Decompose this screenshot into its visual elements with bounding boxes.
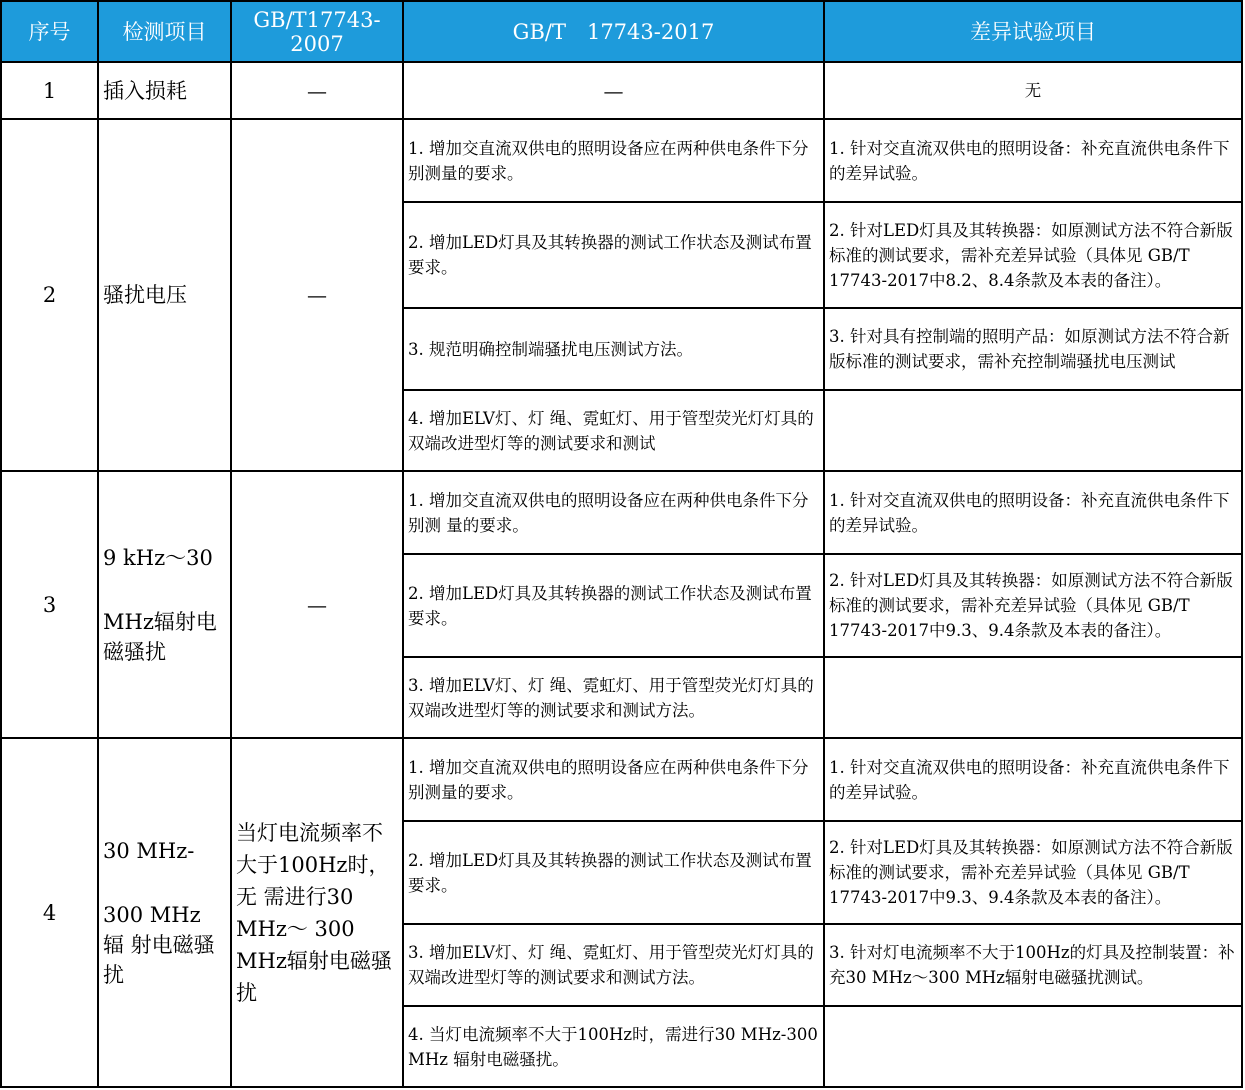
diff-item xyxy=(824,390,1242,471)
row-old-requirement: — xyxy=(231,119,403,471)
row-diff-item: 无 xyxy=(824,62,1242,119)
header-diff-items: 差异试验项目 xyxy=(824,1,1242,62)
new-requirement-item: 4. 增加ELV灯、灯 绳、霓虹灯、用于管型荧光灯灯具的双端改进型灯等的测试要求和测试 xyxy=(403,390,824,471)
diff-item: 2. 针对LED灯具及其转换器：如原测试方法不符合新版标准的测试要求，需补充差异试验（具体见 GB/T 17743-2017中9.3、9.4条款及本表的备注）。 xyxy=(824,821,1242,924)
header-old-standard: GB/T17743-2007 xyxy=(231,1,403,62)
row-item xyxy=(98,471,231,738)
row-seq: 1 xyxy=(1,62,98,119)
diff-item: 1. 针对交直流双供电的照明设备：补充直流供电条件下的差异试验。 xyxy=(824,471,1242,554)
new-requirement-item: 1. 增加交直流双供电的照明设备应在两种供电条件下分别测 量的要求。 xyxy=(403,471,824,554)
row-item xyxy=(98,738,231,1087)
row-item-line-2: MHz辐射电磁骚扰 xyxy=(103,609,217,664)
row-old-requirement: — xyxy=(231,62,403,119)
table-row xyxy=(1,119,1242,202)
new-requirement-item: 3. 增加ELV灯、灯 绳、霓虹灯、用于管型荧光灯灯具的双端改进型灯等的测试要求和测试方法。 xyxy=(403,924,824,1006)
header-new-standard: GB/T 17743-2017 xyxy=(403,1,824,62)
row-item-line-1: 30 MHz- xyxy=(103,838,195,863)
header-seq: 序号 xyxy=(1,1,98,62)
diff-item: 3. 针对具有控制端的照明产品：如原测试方法不符合新版标准的测试要求，需补充控制端骚扰电压测试 xyxy=(824,308,1242,390)
new-requirement-item: 2. 增加LED灯具及其转换器的测试工作状态及测试布置要求。 xyxy=(403,554,824,657)
new-requirement-item: 1. 增加交直流双供电的照明设备应在两种供电条件下分别测量的要求。 xyxy=(403,119,824,202)
header-item: 检测项目 xyxy=(98,1,231,62)
row-seq: 2 xyxy=(1,119,98,471)
new-requirement-item: 1. 增加交直流双供电的照明设备应在两种供电条件下分别测量的要求。 xyxy=(403,738,824,821)
row-seq: 3 xyxy=(1,471,98,738)
diff-item: 1. 针对交直流双供电的照明设备：补充直流供电条件下的差异试验。 xyxy=(824,738,1242,821)
header-row xyxy=(1,1,1242,62)
diff-item xyxy=(824,1006,1242,1087)
row-item: 骚扰电压 xyxy=(98,119,231,471)
row-new-requirement: — xyxy=(403,62,824,119)
table-row xyxy=(1,471,1242,554)
table-row xyxy=(1,62,1242,119)
new-requirement-item: 4. 当灯电流频率不大于100Hz时，需进行30 MHz-300 MHz 辐射电磁骚扰。 xyxy=(403,1006,824,1087)
row-item: 插入损耗 xyxy=(98,62,231,119)
new-requirement-item: 2. 增加LED灯具及其转换器的测试工作状态及测试布置要求。 xyxy=(403,821,824,924)
row-old-requirement: 当灯电流频率不 大于100Hz时，无 需进行30 MHz〜 300 MHz辐射电磁骚扰 xyxy=(231,738,403,1087)
row-item-line-2: 300 MHz 辐 射电磁骚扰 xyxy=(103,902,215,987)
row-item-line-1: 9 kHz〜30 xyxy=(103,545,213,570)
diff-item: 1. 针对交直流双供电的照明设备：补充直流供电条件下的差异试验。 xyxy=(824,119,1242,202)
table-row xyxy=(1,738,1242,821)
diff-item xyxy=(824,657,1242,738)
row-old-requirement: — xyxy=(231,471,403,738)
diff-item: 2. 针对LED灯具及其转换器：如原测试方法不符合新版标准的测试要求，需补充差异试验（具体见 GB/T 17743-2017中9.3、9.4条款及本表的备注）。 xyxy=(824,554,1242,657)
diff-item: 3. 针对灯电流频率不大于100Hz的灯具及控制装置：补 充30 MHz〜300 MHz辐射电磁骚扰测试。 xyxy=(824,924,1242,1006)
new-requirement-item: 3. 增加ELV灯、灯 绳、霓虹灯、用于管型荧光灯灯具的双端改进型灯等的测试要求和测试方法。 xyxy=(403,657,824,738)
new-requirement-item: 3. 规范明确控制端骚扰电压测试方法。 xyxy=(403,308,824,390)
new-requirement-item: 2. 增加LED灯具及其转换器的测试工作状态及测试布置要求。 xyxy=(403,202,824,308)
row-seq: 4 xyxy=(1,738,98,1087)
diff-item: 2. 针对LED灯具及其转换器：如原测试方法不符合新版标准的测试要求，需补充差异试验（具体见 GB/T 17743-2017中8.2、8.4条款及本表的备注）。 xyxy=(824,202,1242,308)
